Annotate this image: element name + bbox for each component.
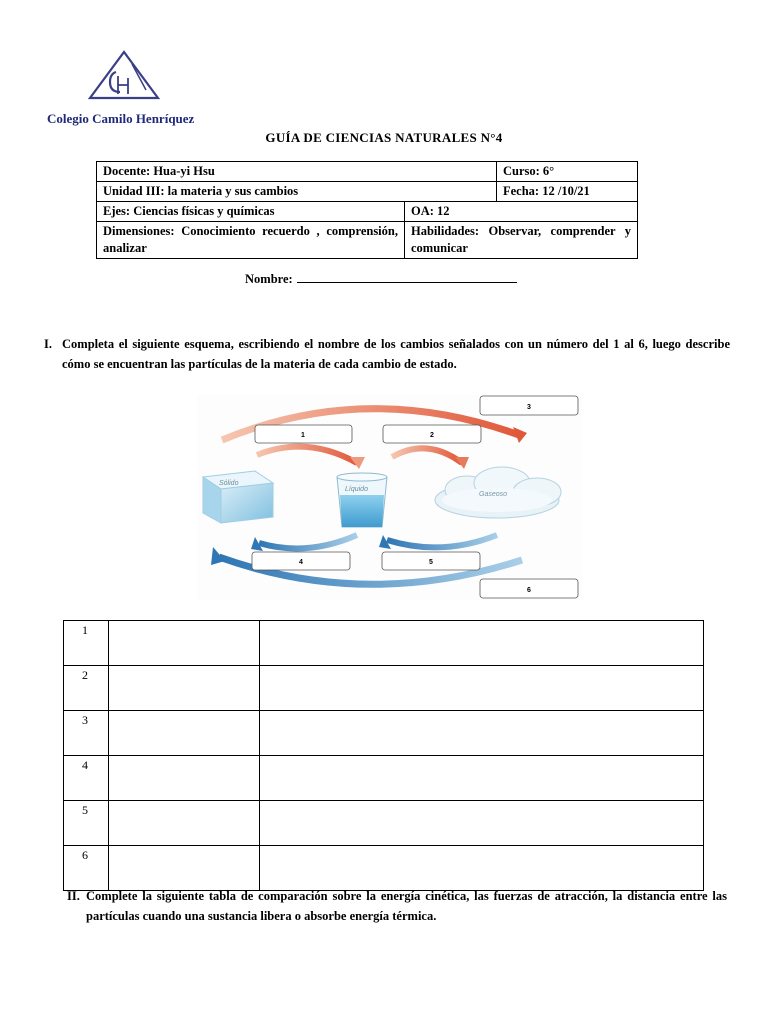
- label-box-1[interactable]: [255, 425, 352, 443]
- info-table: [96, 161, 638, 259]
- label-box-5[interactable]: [382, 552, 480, 570]
- docente-cell: Docente: Hua-yi Hsu: [97, 162, 497, 182]
- row-number: 2: [64, 666, 109, 711]
- row-number: 3: [64, 711, 109, 756]
- description-cell[interactable]: [260, 846, 704, 891]
- question-2-text: Complete la siguiente tabla de comparación sobre la energía cinética, las fuerzas de atracción, la distancia entre las partículas cuando una sustancia libera o absorbe energía térmica.: [86, 889, 727, 923]
- question-1: [44, 334, 730, 374]
- ejes-cell: Ejes: Ciencias físicas y químicas: [97, 202, 405, 222]
- svg-text:6: 6: [527, 587, 531, 594]
- description-cell[interactable]: [260, 666, 704, 711]
- nombre-line[interactable]: [297, 270, 517, 283]
- row-number: 5: [64, 801, 109, 846]
- dimensiones-cell: Dimensiones: Conocimiento recuerdo , comprensión, analizar: [97, 222, 405, 259]
- description-cell[interactable]: [260, 621, 704, 666]
- svg-text:4: 4: [299, 559, 303, 566]
- svg-text:1: 1: [301, 432, 305, 439]
- question-1-text: Completa el siguiente esquema, escribiendo el nombre de los cambios señalados con un número del 1 al 6, luego describe cómo se encuentran las partículas de la materia de cada cambio de estado.: [62, 337, 730, 371]
- solid-label: Sólido: [219, 480, 239, 487]
- row-number: 1: [64, 621, 109, 666]
- svg-text:2: 2: [430, 432, 434, 439]
- fecha-cell: Fecha: 12 /10/21: [497, 182, 638, 202]
- change-name-cell[interactable]: [109, 801, 260, 846]
- page-title: GUÍA DE CIENCIAS NATURALES N°4: [265, 130, 503, 145]
- liquid-label: Líquido: [345, 486, 368, 493]
- state-change-diagram: [197, 395, 582, 600]
- answer-table: [63, 620, 704, 891]
- question-2-number: II.: [67, 889, 80, 903]
- habilidades-cell: Habilidades: Observar, comprender y comunicar: [405, 222, 638, 259]
- description-cell[interactable]: [260, 801, 704, 846]
- school-name: Colegio Camilo Henríquez: [47, 111, 195, 126]
- table-row: [64, 621, 704, 666]
- table-row: [64, 756, 704, 801]
- oa-cell: OA: 12: [405, 202, 638, 222]
- question-1-number: I.: [44, 337, 52, 351]
- ice-cube-icon: [203, 471, 273, 523]
- gas-label: Gaseoso: [479, 491, 508, 498]
- change-name-cell[interactable]: [109, 846, 260, 891]
- question-2: [67, 886, 727, 926]
- change-name-cell[interactable]: [109, 711, 260, 756]
- table-row: [64, 666, 704, 711]
- table-row: [64, 711, 704, 756]
- school-logo: [88, 50, 160, 102]
- nombre-field[interactable]: [245, 270, 517, 287]
- row-number: 4: [64, 756, 109, 801]
- change-name-cell[interactable]: [109, 621, 260, 666]
- water-glass-icon: [337, 473, 387, 527]
- table-row: [64, 801, 704, 846]
- nombre-label: Nombre:: [245, 272, 293, 286]
- table-row: [64, 846, 704, 891]
- change-name-cell[interactable]: [109, 756, 260, 801]
- svg-text:3: 3: [527, 404, 531, 411]
- label-box-3[interactable]: [480, 396, 578, 415]
- description-cell[interactable]: [260, 756, 704, 801]
- description-cell[interactable]: [260, 711, 704, 756]
- row-number: 6: [64, 846, 109, 891]
- label-box-2[interactable]: [383, 425, 481, 443]
- change-name-cell[interactable]: [109, 666, 260, 711]
- svg-text:5: 5: [429, 559, 433, 566]
- label-box-4[interactable]: [252, 552, 350, 570]
- curso-cell: Curso: 6°: [497, 162, 638, 182]
- label-box-6[interactable]: [480, 579, 578, 598]
- unidad-cell: Unidad III: la materia y sus cambios: [97, 182, 497, 202]
